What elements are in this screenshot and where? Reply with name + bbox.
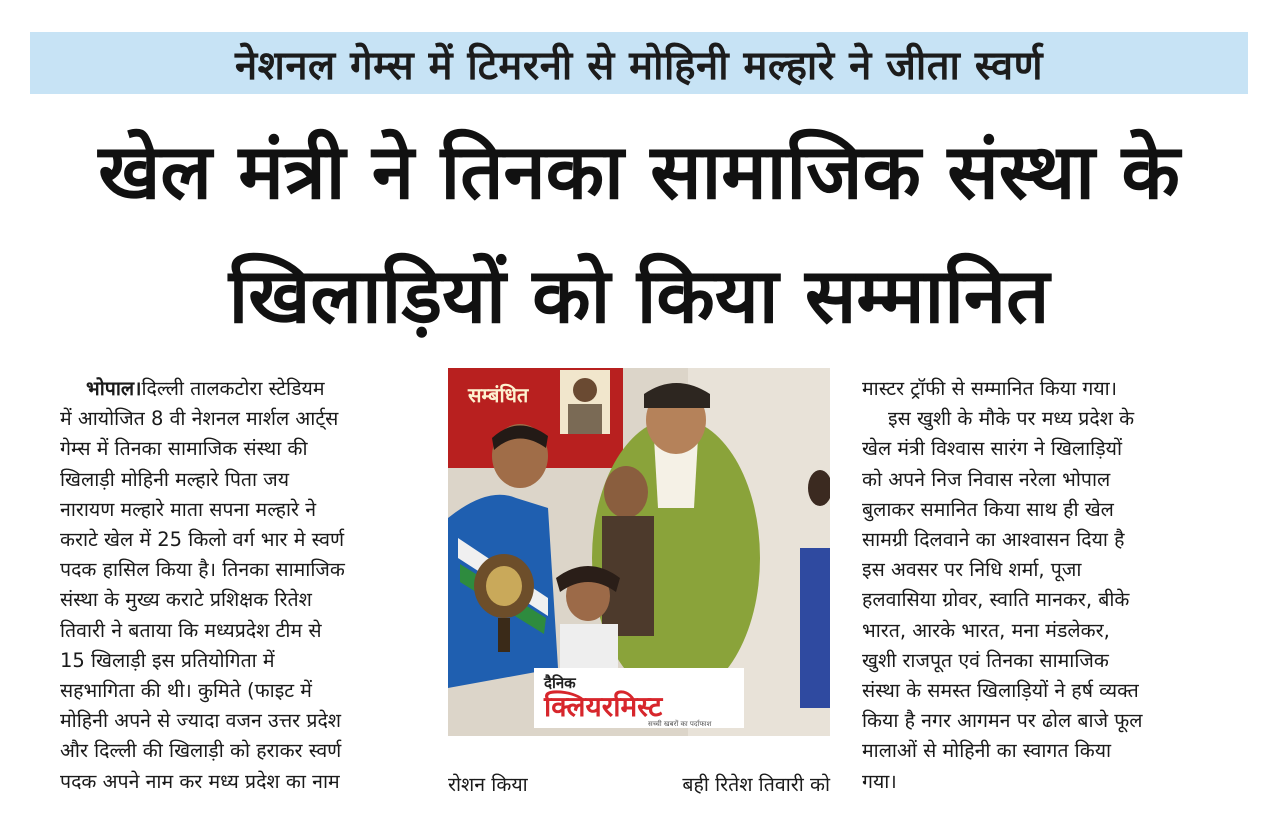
left-line-10: 15 खिलाड़ी इस प्रतियोगिता में xyxy=(60,648,275,672)
right-line-1: मास्टर ट्रॉफी से सम्मानित किया गया। xyxy=(862,377,1118,400)
right-line-5: बुलाकर समानित किया साथ ही खेल xyxy=(862,497,1114,521)
left-line-9: तिवारी ने बताया कि मध्यप्रदेश टीम से xyxy=(60,618,322,642)
newspaper-logo-small: दैनिक xyxy=(544,674,576,692)
headline-line-2: खिलाड़ियों को किया सम्मानित xyxy=(228,251,1050,340)
banner-text: सम्बंधित xyxy=(468,383,529,407)
right-line-14: गया। xyxy=(862,769,897,793)
right-line-3: खेल मंत्री विश्वास सारंग ने खिलाड़ियों xyxy=(862,437,1123,461)
right-line-12: किया है नगर आगमन पर ढोल बाजे फूल xyxy=(862,709,1143,733)
right-line-6: सामग्री दिलवाने का आश्वासन दिया है xyxy=(862,528,1125,552)
photo-caption-line xyxy=(448,770,830,800)
right-line-7: इस अवसर पर निधि शर्मा, पूजा xyxy=(862,558,1082,582)
caption-left: रोशन किया xyxy=(448,773,528,796)
right-line-10: खुशी राजपूत एवं तिनका सामाजिक xyxy=(862,648,1109,672)
news-photo-illustration xyxy=(448,368,830,736)
left-line-5: नारायण मल्हारे माता सपना मल्हारे ने xyxy=(60,497,317,521)
left-line-3: गेम्स में तिनका सामाजिक संस्था की xyxy=(60,437,308,461)
kicker-text: नेशनल गेम्स में टिमरनी से मोहिनी मल्हारे ने जीता स्वर्ण xyxy=(234,42,1044,89)
left-line-1 xyxy=(60,374,412,404)
left-line-12: मोहिनी अपने से ज्यादा वजन उत्तर प्रदेश xyxy=(60,709,342,733)
left-line-11: सहभागिता की थी। कुमिते (फाइट में xyxy=(60,679,312,703)
headline xyxy=(30,120,1248,348)
left-line-2: में आयोजित 8 वी नेशनल मार्शल आर्ट्स xyxy=(60,407,339,431)
left-line-7: पदक हासिल किया है। तिनका सामाजिक xyxy=(60,558,345,582)
left-line-1-text: दिल्ली तालकटोरा स्टेडियम xyxy=(141,377,325,400)
right-line-11: संस्था के समस्त खिलाड़ियों ने हर्ष व्यक्त xyxy=(862,679,1139,703)
caption-right: बही रितेश तिवारी को xyxy=(682,773,830,796)
headline-line-1: खेल मंत्री ने तिनका सामाजिक संस्था के xyxy=(98,127,1180,216)
kicker-banner xyxy=(30,32,1248,94)
left-line-6: कराटे खेल में 25 किलो वर्ग भार मे स्वर्ण xyxy=(60,528,345,552)
newspaper-logo-tagline: सच्ची खबरों का पर्दाफाश xyxy=(648,720,712,728)
dateline: भोपाल। xyxy=(86,377,142,400)
right-line-9: भारत, आरके भारत, मना मंडलेकर, xyxy=(862,618,1110,642)
right-line-8: हलवासिया ग्रोवर, स्वाति मानकर, बीके xyxy=(862,588,1130,612)
left-line-8: संस्था के मुख्य कराटे प्रशिक्षक रितेश xyxy=(60,588,312,612)
right-column xyxy=(862,374,1250,797)
newspaper-logo-name: क्लियरमिस्ट xyxy=(544,690,663,723)
news-photo xyxy=(448,368,830,736)
left-column xyxy=(60,374,412,797)
left-line-14: पदक अपने नाम कर मध्य प्रदेश का नाम xyxy=(60,769,340,793)
left-line-4: खिलाड़ी मोहिनी मल्हारे पिता जय xyxy=(60,467,290,491)
right-line-2: इस खुशी के मौके पर मध्य प्रदेश के xyxy=(888,407,1135,431)
right-line-13: मालाओं से मोहिनी का स्वागत किया xyxy=(862,739,1112,763)
right-line-4: को अपने निज निवास नरेला भोपाल xyxy=(862,467,1111,491)
left-line-13: और दिल्ली की खिलाड़ी को हराकर स्वर्ण xyxy=(60,739,342,763)
